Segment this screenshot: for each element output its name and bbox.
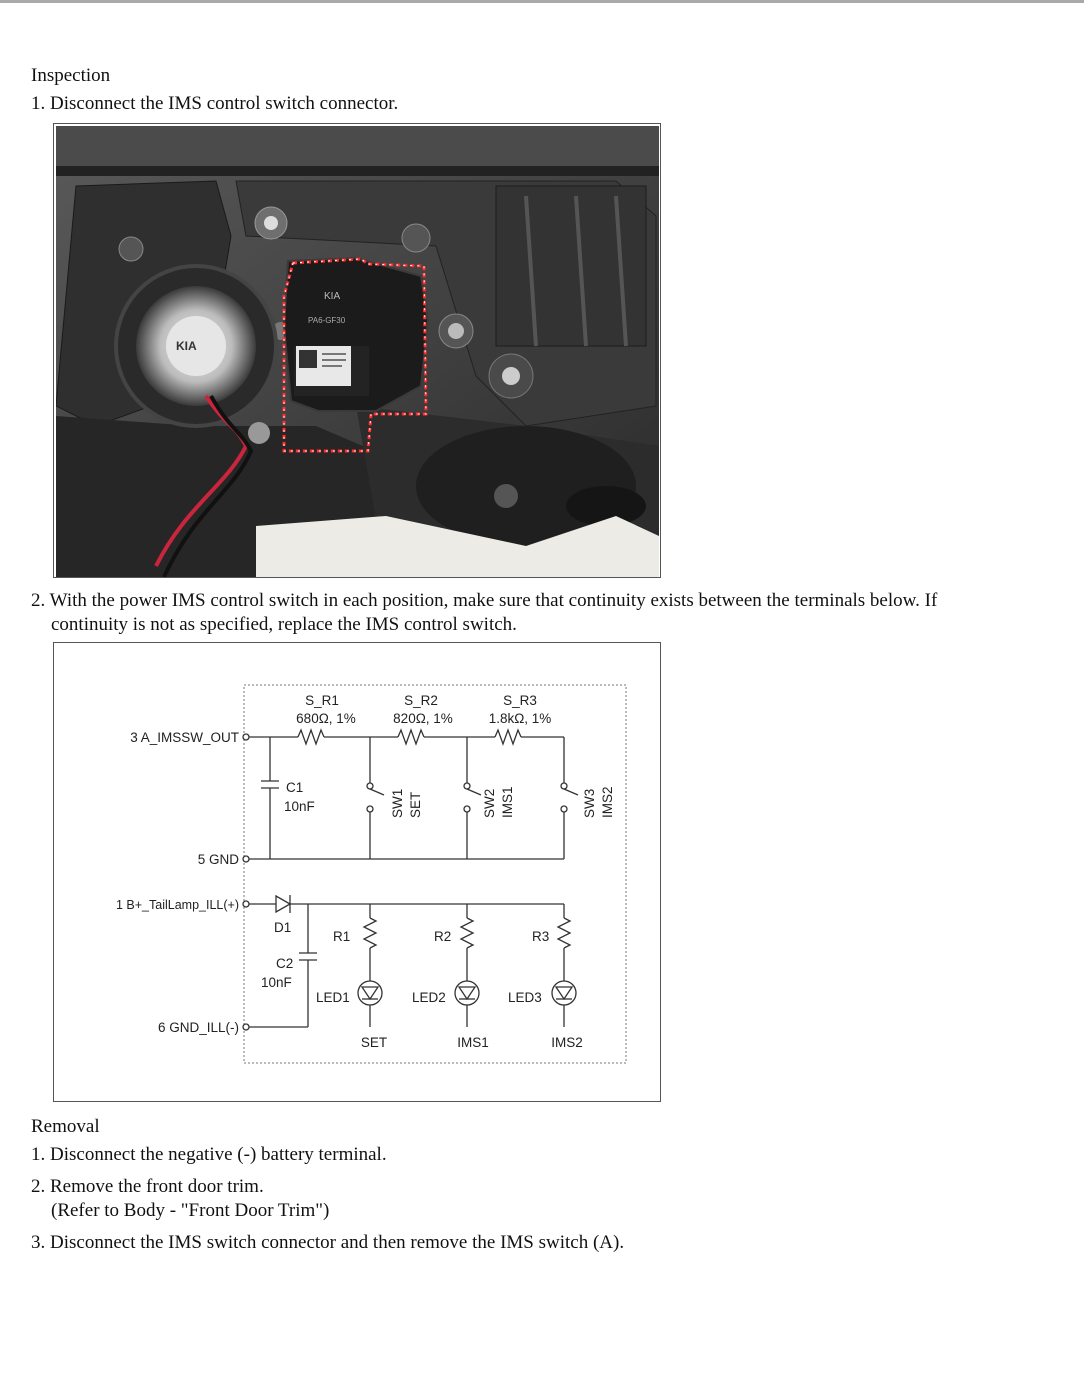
- pin-6-label: 6 GND_ILL(-): [157, 1020, 239, 1035]
- sw3-name: SW3: [582, 788, 597, 818]
- c1-value: 10nF: [284, 799, 315, 814]
- removal-step-3: 3. Disconnect the IMS switch connector and then remove the IMS switch (A).: [31, 1232, 625, 1253]
- r2-label: R2: [434, 929, 452, 944]
- ims-switch-circuit-diagram: [53, 642, 661, 1102]
- switch-logo-text: KIA: [324, 291, 341, 302]
- c2-name: C2: [276, 956, 294, 971]
- pin-5-label: 5 GND: [197, 852, 239, 867]
- sw1-name: SW1: [390, 788, 405, 818]
- s-r3-name: S_R3: [503, 693, 537, 708]
- pin-3-label: 3 A_IMSSW_OUT: [130, 730, 239, 745]
- photo-illustration: [56, 126, 659, 577]
- output-ims1-label: IMS1: [457, 1035, 489, 1050]
- output-set-label: SET: [360, 1035, 388, 1050]
- s-r2-value: 820Ω, 1%: [393, 711, 453, 726]
- pin-1-label: 1 B+_TailLamp_ILL(+): [116, 898, 239, 912]
- sw2-name: SW2: [482, 788, 497, 818]
- sw3-func: IMS2: [600, 786, 615, 818]
- s-r1-value: 680Ω, 1%: [296, 711, 356, 726]
- c1-name: C1: [286, 780, 304, 795]
- removal-step-2-reference: (Refer to Body - "Front Door Trim"): [51, 1200, 330, 1221]
- inspection-step-2-line-1: 2. With the power IMS control switch in each position, make sure that continuity exists between the terminals below. If: [31, 590, 938, 611]
- removal-heading: Removal: [31, 1116, 100, 1137]
- led1-label: LED1: [316, 990, 350, 1005]
- r3-label: R3: [532, 929, 550, 944]
- s-r2-name: S_R2: [404, 693, 438, 708]
- r1-label: R1: [333, 929, 351, 944]
- c2-value: 10nF: [261, 975, 292, 990]
- d1-label: D1: [274, 920, 292, 935]
- speaker-brand: KIA: [176, 339, 197, 353]
- sw1-func: SET: [408, 791, 423, 818]
- switch-label-text: PA6-GF30: [308, 316, 346, 325]
- inspection-step-1: 1. Disconnect the IMS control switch connector.: [31, 93, 399, 114]
- inspection-heading: Inspection: [31, 65, 111, 86]
- output-ims2-label: IMS2: [551, 1035, 583, 1050]
- removal-step-2: 2. Remove the front door trim.: [31, 1176, 264, 1197]
- removal-step-1: 1. Disconnect the negative (-) battery terminal.: [31, 1144, 387, 1165]
- led3-label: LED3: [508, 990, 542, 1005]
- inspection-step-2-line-2: continuity is not as specified, replace the IMS control switch.: [51, 614, 517, 635]
- ims-switch-photo: [53, 123, 661, 578]
- s-r3-value: 1.8kΩ, 1%: [488, 711, 552, 726]
- circuit-svg: [54, 643, 660, 1101]
- s-r1-name: S_R1: [305, 693, 339, 708]
- sw2-func: IMS1: [500, 786, 515, 818]
- led2-label: LED2: [412, 990, 446, 1005]
- top-border: [0, 0, 1084, 3]
